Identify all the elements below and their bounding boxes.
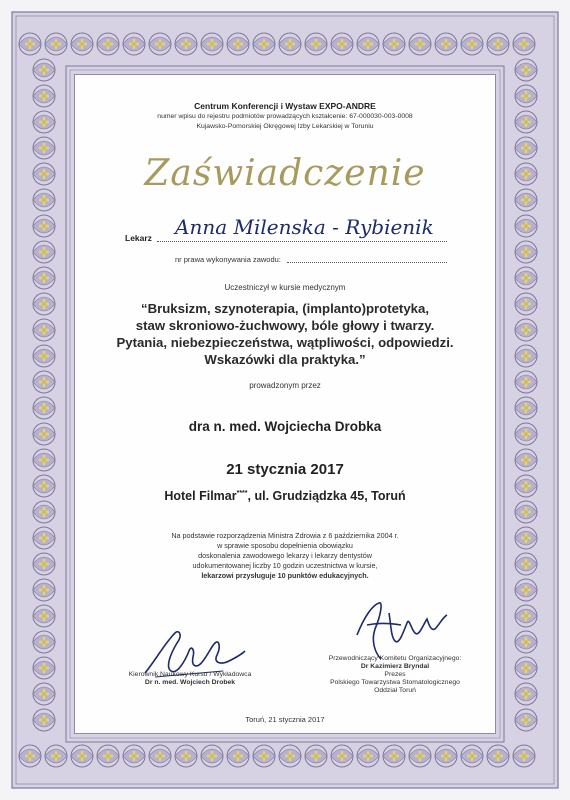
right-signatory-title: Prezes xyxy=(384,671,406,678)
course-date: 21 stycznia 2017 xyxy=(226,461,344,478)
course-title-line-2: staw skroniowo-żuchwowy, bóle głowy i twarzy. xyxy=(135,318,435,333)
venue-stars: **** xyxy=(236,489,248,497)
course-intro: Uczestniczył w kursie medycznym xyxy=(224,283,346,292)
right-signatory-society: Polskiego Towarzystwa Stomatologicznego xyxy=(330,679,460,686)
course-title-line-3: Pytania, niebezpieczeństwa, wątpliwości, odpowiedzi. xyxy=(116,335,454,350)
course-title-line-4: Wskazówki dla praktyka.” xyxy=(204,352,366,367)
right-signatory-name: Dr Kazimierz Bryndal xyxy=(360,663,430,670)
license-label: nr prawa wykonywania zawodu: xyxy=(175,255,281,264)
left-signatory-role: Kierownik Naukowy Kursu / Wykładowca xyxy=(128,671,252,678)
legal-line-4: udokumentowanej liczby 10 godzin uczestnictwa w kursie, xyxy=(192,561,378,570)
left-signatory-name: Dr n. med. Wojciech Drobek xyxy=(144,679,236,686)
certificate-body xyxy=(74,74,496,734)
venue-address: , ul. Grudziądzka 45, Toruń xyxy=(247,489,406,503)
registry-number: numer wpisu do rejestru podmiotów prowadzących kształcenie: 67-000030-003-0008 xyxy=(157,113,413,120)
venue-name: Hotel Filmar xyxy=(164,489,237,503)
led-by-label: prowadzonym przez xyxy=(249,381,321,390)
recipient-label: Lekarz xyxy=(125,233,152,243)
legal-line-2: w sprawie sposobu dopełnienia obowiązku xyxy=(217,541,353,550)
organization-name: Centrum Konferencji i Wystaw EXPO-ANDRE xyxy=(194,101,376,111)
right-signatory-branch: Oddział Toruń xyxy=(374,687,416,694)
right-signatory-role: Przewodniczący Komitetu Organizacyjnego: xyxy=(328,655,462,662)
medical-chamber: Kujawsko-Pomorskiej Okręgowej Izby Lekarskiej w Toruniu xyxy=(196,123,374,130)
place-and-date: Toruń, 21 stycznia 2017 xyxy=(245,715,325,724)
legal-line-1: Na podstawie rozporządzenia Ministra Zdrowia z 6 października 2004 r. xyxy=(171,531,399,540)
lecturer-name: dra n. med. Wojciecha Drobka xyxy=(188,419,382,434)
license-line xyxy=(287,262,447,263)
legal-points: lekarzowi przysługuje 10 punktów edukacyjnych. xyxy=(201,571,369,580)
certificate-title: Zaświadczenie xyxy=(144,153,426,194)
legal-line-3: doskonalenia zawodowego lekarzy i lekarzy dentystów xyxy=(198,551,372,560)
course-title-line-1: “Bruksizm, szynoterapia, (implanto)protetyka, xyxy=(141,301,429,316)
course-venue xyxy=(75,489,495,503)
recipient-name-handwritten: Anna Milenska - Rybienik xyxy=(175,215,434,239)
recipient-line xyxy=(157,241,447,242)
